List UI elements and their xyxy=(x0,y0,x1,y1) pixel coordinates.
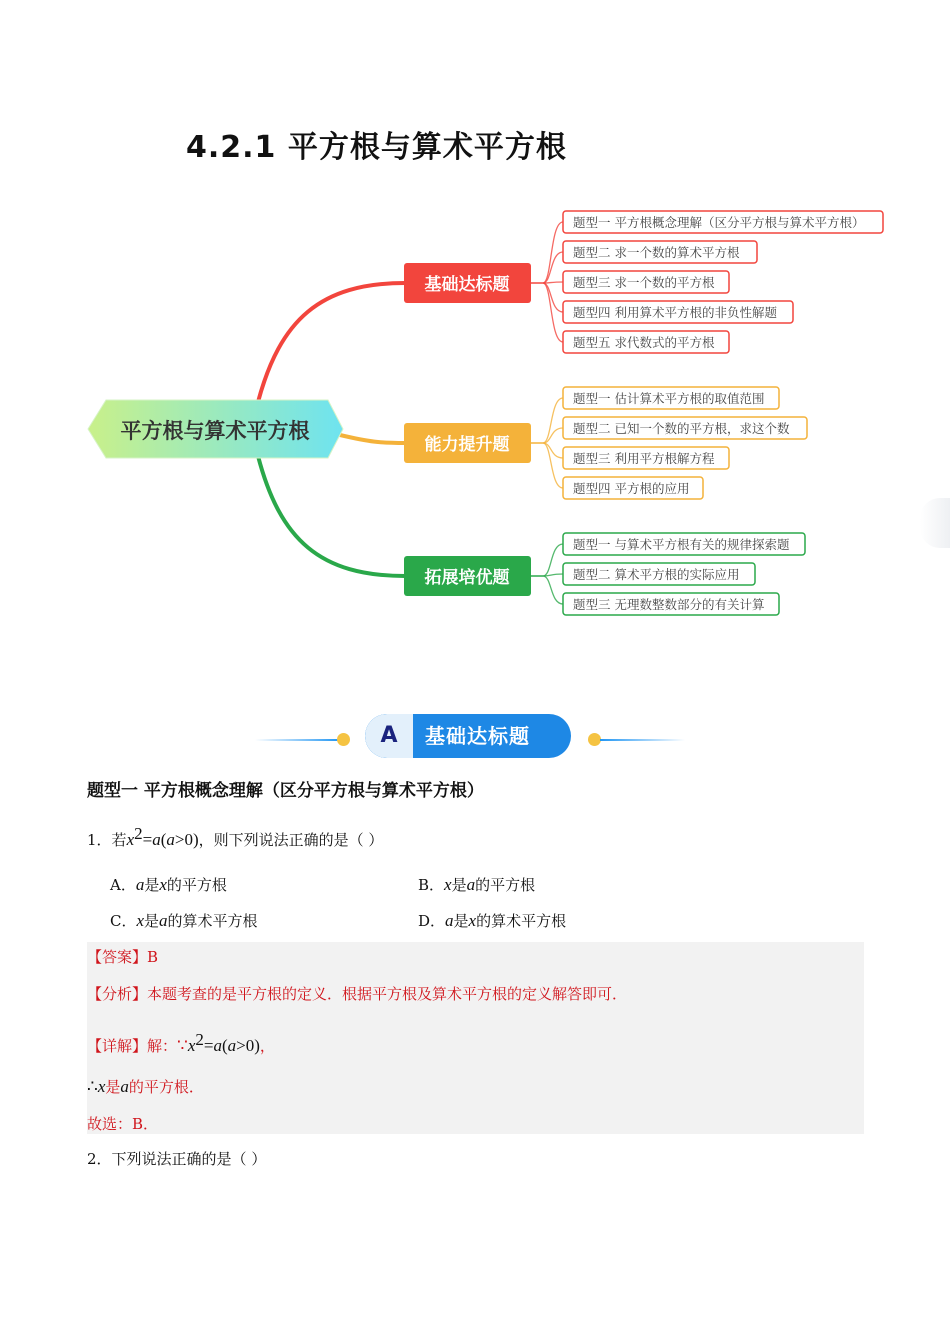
topic-label-3-3: 题型三 无理数整数部分的有关计算 xyxy=(573,597,765,612)
banner-dot-left xyxy=(337,733,350,746)
mind-map xyxy=(0,180,950,650)
option-d[interactable]: D．a是x的算术平方根 xyxy=(418,911,567,930)
option-a[interactable]: A．a是x的平方根 xyxy=(110,875,227,894)
section-banner xyxy=(255,712,685,762)
connector-1-2 xyxy=(543,252,563,283)
connector-3-1 xyxy=(543,544,563,576)
topic-label-3-1: 题型一 与算术平方根有关的规律探索题 xyxy=(573,537,790,552)
option-c[interactable]: C．x是a的算术平方根 xyxy=(110,911,258,930)
topic-label-1-1: 题型一 平方根概念理解（区分平方根与算术平方根） xyxy=(573,215,865,230)
banner-line-right xyxy=(600,739,685,741)
root-label: 平方根与算术平方根 xyxy=(120,419,310,443)
choose-line: 故选：B． xyxy=(87,1115,159,1133)
topic-label-3-2: 题型二 算术平方根的实际应用 xyxy=(573,567,740,582)
question-1-stem: 1．若$x^2=a(a>0)$，则下列说法正确的是（ ） xyxy=(87,824,384,849)
branch-label-1: 基础达标题 xyxy=(424,275,510,295)
banner-line-left xyxy=(255,739,340,741)
connector-1-5 xyxy=(543,283,563,342)
detail-line: 【详解】解：$\because x^2=a(a>0)$， xyxy=(87,1030,275,1055)
topic-label-1-4: 题型四 利用算术平方根的非负性解题 xyxy=(573,305,777,320)
question-2-stem: 2．下列说法正确的是（ ） xyxy=(87,1150,267,1168)
connector-3-3 xyxy=(543,576,563,604)
branch-curve-basic xyxy=(258,283,405,402)
connector-1-4 xyxy=(543,283,563,312)
scroll-hint xyxy=(920,498,950,548)
banner-pill xyxy=(365,714,571,758)
q1-number: 1． xyxy=(87,831,112,849)
conclusion-line: ∴x是a的平方根． xyxy=(87,1077,204,1096)
analysis-line: 【分析】本题考查的是平方根的定义．根据平方根及算术平方根的定义解答即可． xyxy=(87,985,628,1003)
banner-letter: A xyxy=(365,714,413,758)
topic-label-2-2: 题型二 已知一个数的平方根，求这个数 xyxy=(573,421,790,436)
branch-label-2: 能力提升题 xyxy=(424,435,510,455)
connector-2-1 xyxy=(543,398,563,443)
topic-label-2-3: 题型三 利用平方根解方程 xyxy=(573,451,715,466)
branch-label-3: 拓展培优题 xyxy=(424,568,510,588)
topic-label-1-2: 题型二 求一个数的算术平方根 xyxy=(573,245,740,260)
q1-stem-prefix: 若 xyxy=(111,831,127,849)
answer-line: 【答案】B xyxy=(87,948,159,966)
topic-label-1-3: 题型三 求一个数的平方根 xyxy=(573,275,715,290)
branch-curve-advanced xyxy=(340,435,405,443)
option-b[interactable]: B．x是a的平方根 xyxy=(418,875,536,894)
topic-label-2-4: 题型四 平方根的应用 xyxy=(573,481,690,496)
connector-2-4 xyxy=(543,443,563,488)
answer-box xyxy=(87,942,864,1134)
page-title: 4.2.1 平方根与算术平方根 xyxy=(186,130,567,165)
topic-label-1-5: 题型五 求代数式的平方根 xyxy=(573,335,715,350)
banner-text: 基础达标题 xyxy=(425,724,530,748)
topic-label-2-1: 题型一 估计算术平方根的取值范围 xyxy=(573,391,765,406)
q1-stem-suffix: ，则下列说法正确的是（ ） xyxy=(198,831,384,849)
section-heading: 题型一 平方根概念理解（区分平方根与算术平方根） xyxy=(87,781,484,801)
branch-curve-extend xyxy=(258,456,405,576)
